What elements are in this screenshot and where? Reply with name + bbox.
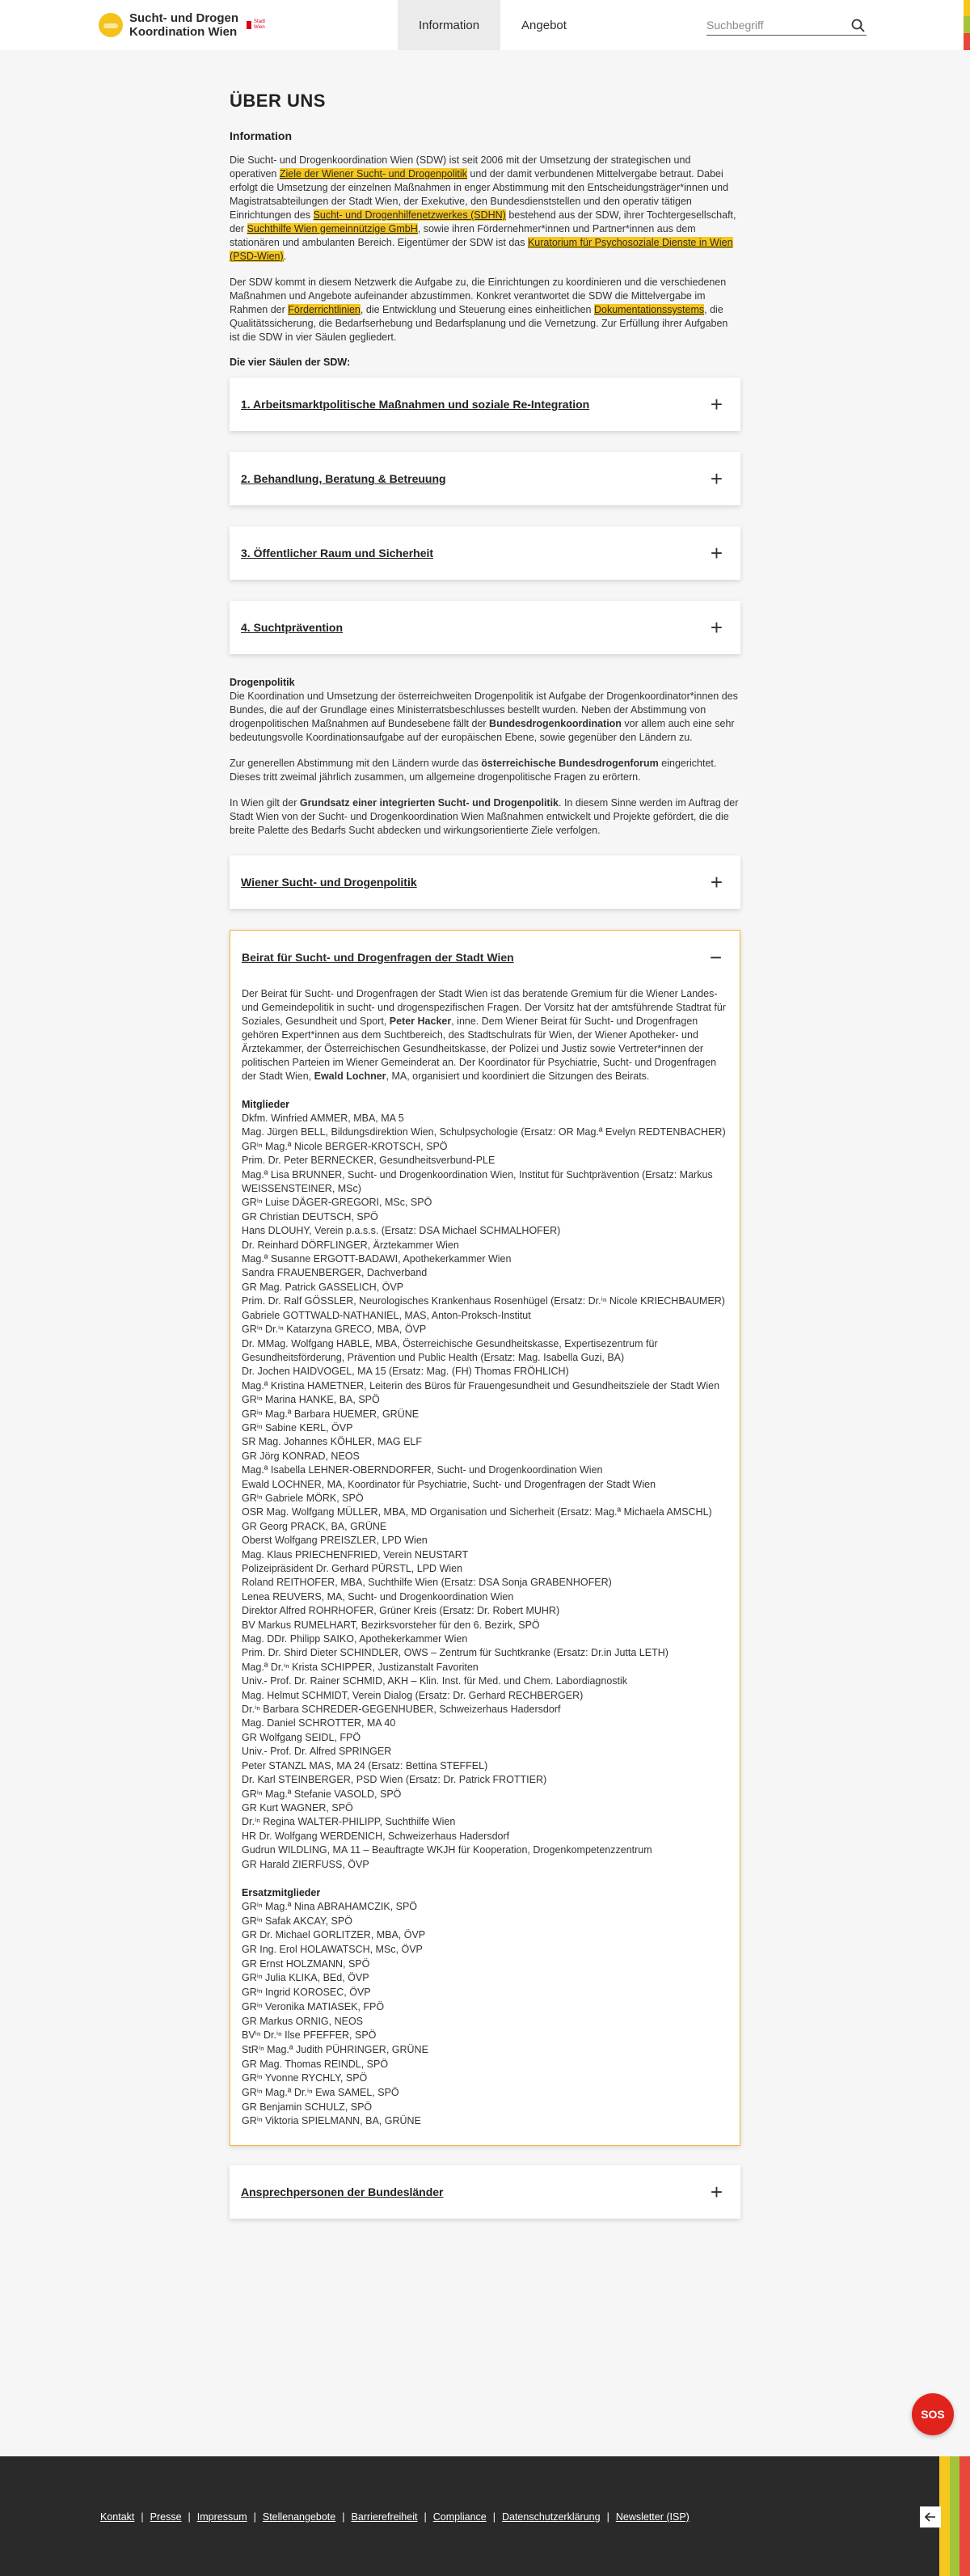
plus-icon: +: [710, 2180, 723, 2205]
member-item: SR Mag. Johannes KÖHLER, MAG ELF: [242, 1436, 423, 1448]
substitute-item: GRⁱⁿ Safak AKCAY, SPÖ: [242, 1915, 352, 1927]
link-dokumentationssystem[interactable]: Dokumentationssystems: [593, 304, 705, 315]
intro-paragraph-1: [230, 154, 740, 264]
substitute-item: GR Markus ORNIG, NEOS: [242, 2015, 364, 2027]
text: , inne. Dem Wiener Beirat für Sucht- und Drogenfragen gehören Expert*innen aus dem Suchtbereich, des Stadtschulrats für Wien, der Wiener Apotheker- und Ärztekammer, der Österreichischen Gesundheitskasse, der Polizei und Justiz sowie Vertreter*innen der politischen Parteien im Wiener Gemeinderat an. Der Koordinator für Psychiatrie, Sucht- und Drogenfragen der Stadt Wien,: [242, 1016, 717, 1082]
member-item: GRⁱⁿ Marina HANKE, BA, SPÖ: [242, 1394, 380, 1406]
footer-link[interactable]: Kontakt: [100, 2511, 135, 2523]
accordion-title: Ansprechpersonen der Bundesländer: [241, 2185, 444, 2199]
wien-line-1: Stadt: [254, 19, 266, 24]
footer-link[interactable]: Compliance: [432, 2511, 487, 2523]
member-item: GR Jörg KONRAD, NEOS: [242, 1450, 360, 1462]
member-item: Dr. Karl STEINBERGER, PSD Wien (Ersatz: Dr. Patrick FROTTIER): [242, 1774, 547, 1786]
member-item: Dr. MMag. Wolfgang HABLE, MBA, Österreichische Gesundheitskasse, Expertisezentrum für Gesundheitsförderung, Prävention und Public Health (Ersatz: Mag. Isabella Guzi, BA): [242, 1337, 658, 1363]
main-nav: [398, 0, 588, 50]
accordion-pillar-4[interactable]: [230, 601, 740, 654]
drogenpolitik-paragraph-2: [230, 757, 740, 784]
substitutes-title: Ersatzmitglieder: [242, 1886, 321, 1898]
footer-separator: |: [141, 2511, 144, 2523]
page-title: ÜBER UNS: [230, 91, 326, 111]
plus-icon: +: [710, 870, 723, 894]
member-item: Oberst Wolfgang PREISZLER, LPD Wien: [242, 1535, 428, 1547]
text: Die Sucht- und Drogenkoordination Wien (SDW) ist seit 2006 mit der Umsetzung der strategischen und operativen: [230, 154, 691, 179]
member-item: Mag.ª Lisa BRUNNER, Sucht- und Drogenkoordination Wien, Institut für Suchtprävention (Ersatz: Markus WEISSENSTEINER, MSc): [242, 1168, 713, 1195]
text: . In diesem Sinne werden im Auftrag der Stadt Wien von der Sucht- und Drogenkoordination Wien Maßnahmen entwickelt und Projekte gefördert, die die breite Palette des Bedarfs Sucht abdecken und wirkungsorientierte Ziele verfolgen.: [230, 797, 739, 836]
member-item: Peter STANZL MAS, MA 24 (Ersatz: Bettina STEFFEL): [242, 1759, 488, 1772]
member-item: Mag. Helmut SCHMIDT, Verein Dialog (Ersatz: Dr. Gerhard RECHBERGER): [242, 1689, 584, 1701]
member-item: GR Wolfgang SEIDL, FPÖ: [242, 1731, 361, 1743]
accordion-title: 4. Suchtprävention: [241, 621, 344, 634]
member-item: Direktor Alfred ROHRHOFER, Grüner Kreis (Ersatz: Dr. Robert MUHR): [242, 1605, 560, 1617]
beirat-intro: [242, 987, 727, 1083]
logo-sun-icon: [99, 13, 123, 37]
drogenpolitik-paragraph-1: [230, 690, 740, 745]
plus-icon: +: [710, 615, 723, 640]
member-item: GR Mag. Patrick GASSELICH, ÖVP: [242, 1281, 404, 1293]
substitute-item: GR Benjamin SCHULZ, SPÖ: [242, 2101, 373, 2113]
footer-separator: |: [606, 2511, 609, 2523]
member-item: Lenea REUVERS, MA, Sucht- und Drogenkoordination Wien: [242, 1590, 514, 1603]
text: Der Beirat für Sucht- und Drogenfragen der Stadt Wien ist das beratende Gremium für die Wiener Landes- und Gemeindepolitik in sucht- und drogenspezifischen Fragen. Der Vorsitz hat der amtsführende Stadtrat für Soziales, Gesundheit und Sport,: [242, 988, 726, 1027]
logo-text: [129, 11, 238, 39]
member-item: GRⁱⁿ Dr.ⁱⁿ Katarzyna GRECO, MBA, ÖVP: [242, 1324, 427, 1336]
logo-line-1: Sucht- und Drogen: [129, 11, 238, 25]
member-item: Mag. Daniel SCHROTTER, MA 40: [242, 1717, 396, 1729]
accordion-title: 2. Behandlung, Beratung & Betreuung: [241, 472, 446, 485]
text: .: [283, 251, 287, 262]
substitute-item: GRⁱⁿ Viktoria SPIELMANN, BA, GRÜNE: [242, 2115, 421, 2127]
member-item: Mag.ª Kristina HAMETNER, Leiterin des Büros für Frauengesundheit und Gesundheitsziele der Stadt Wien: [242, 1379, 720, 1391]
member-item: GRⁱⁿ Mag.ª Nicole BERGER-KROTSCH, SPÖ: [242, 1140, 448, 1152]
footer-separator: |: [492, 2511, 496, 2523]
footer-link[interactable]: Datenschutzerklärung: [501, 2511, 601, 2523]
member-item: GR Georg PRACK, BA, GRÜNE: [242, 1520, 387, 1532]
accordion-title: 3. Öffentlicher Raum und Sicherheit: [241, 547, 434, 560]
search-icon[interactable]: [851, 19, 865, 36]
member-item: Dr. Reinhard DÖRFLINGER, Ärztekammer Wien: [242, 1239, 459, 1251]
drogenpolitik-paragraph-3: [230, 796, 740, 838]
link-sdhn[interactable]: Sucht- und Drogenhilfenetzwerkes (SDHN): [313, 209, 506, 221]
member-item: Prim. Dr. Shird Dieter SCHINDLER, OWS – Zentrum für Suchtkranke (Ersatz: Dr.in Jutta LETH): [242, 1647, 668, 1659]
main-content: [230, 91, 740, 2240]
member-item: GRⁱⁿ Mag.ª Barbara HUEMER, GRÜNE: [242, 1408, 420, 1420]
back-to-top-button[interactable]: [920, 2506, 941, 2527]
footer-link[interactable]: Stellenangebote: [262, 2511, 336, 2523]
member-item: Hans DLOUHY, Verein p.a.s.s. (Ersatz: DSA Michael SCHMALHOFER): [242, 1225, 561, 1237]
member-item: Mag.ª Isabella LEHNER-OBERNDORFER, Sucht- und Drogenkoordination Wien: [242, 1464, 603, 1476]
member-item: GR Harald ZIERFUSS, ÖVP: [242, 1858, 369, 1870]
substitute-item: GR Mag. Thomas REINDL, SPÖ: [242, 2058, 389, 2070]
member-item: OSR Mag. Wolfgang MÜLLER, MBA, MD Organisation und Sicherheit (Ersatz: Mag.ª Michaela AMSCHL): [242, 1506, 712, 1518]
substitute-item: BVⁱⁿ Dr.ⁱⁿ Ilse PFEFFER, SPÖ: [242, 2029, 377, 2042]
text: , die Entwicklung und Steuerung eines einheitlichen: [360, 304, 594, 315]
accordion-title: Beirat für Sucht- und Drogenfragen der Stadt Wien: [242, 951, 514, 964]
member-item: Dr.ⁱⁿ Regina WALTER-PHILIPP, Suchthilfe Wien: [242, 1816, 456, 1828]
accordion-header[interactable]: [230, 931, 740, 984]
text: , die Qualitätssicherung, die Bedarfserhebung und Bedarfsplanung und die Vernetzung. Zur Erfüllung ihrer Aufgaben ist die SDW in vier Säulen gegliedert.: [230, 304, 728, 343]
member-item: Polizeipräsident Dr. Gerhard PÜRSTL, LPD Wien: [242, 1563, 463, 1574]
accordion-pillar-1[interactable]: [230, 378, 740, 431]
search-box: [706, 16, 867, 36]
footer-link[interactable]: Impressum: [196, 2511, 247, 2523]
pillars-title: Die vier Säulen der SDW:: [230, 357, 351, 368]
member-item: GRⁱⁿ Luise DÄGER-GREGORI, MSc, SPÖ: [242, 1197, 432, 1209]
member-item: Mag.ª Dr.ⁱⁿ Krista SCHIPPER, Justizanstalt Favoriten: [242, 1661, 479, 1673]
member-item: Univ.- Prof. Dr. Rainer SCHMID, AKH – Klin. Inst. für Med. und Chem. Labordiagnostik: [242, 1675, 628, 1687]
accordion-body: [230, 984, 740, 2145]
accordion-bundeslaender[interactable]: [230, 2165, 740, 2219]
substitute-item: GRⁱⁿ Yvonne RYCHLY, SPÖ: [242, 2072, 368, 2084]
member-item: Dr.ⁱⁿ Barbara SCHREDER-GEGENHUBER, Schweizerhaus Hadersdorf: [242, 1704, 561, 1716]
arrow-left-icon: [925, 2512, 936, 2522]
footer-link[interactable]: Newsletter (ISP): [615, 2511, 690, 2523]
site-footer: [0, 2456, 970, 2576]
footer-separator: |: [188, 2511, 191, 2523]
accordion-beirat: [230, 930, 740, 2146]
plus-icon: +: [710, 541, 723, 565]
member-item: Prim. Dr. Ralf GÖSSLER, Neurologisches Krankenhaus Rosenhügel (Ersatz: Dr.ⁱⁿ Nicole KRIECHBAUMER): [242, 1295, 725, 1307]
member-item: Roland REITHOFER, MBA, Suchthilfe Wien (Ersatz: DSA Sonja GRABENHOFER): [242, 1577, 612, 1589]
link-foerderrichtlinien[interactable]: Förderrichtlinien: [288, 304, 361, 315]
bold-text: Bundesdrogenkoordination: [489, 718, 622, 729]
member-item: Gudrun WILDLING, MA 11 – Beauftragte WKJH für Kooperation, Drogenkompetenzzentrum: [242, 1844, 652, 1856]
substitutes-list: [242, 1900, 727, 2129]
substitute-item: GRⁱⁿ Mag.ª Dr.ⁱⁿ Ewa SAMEL, SPÖ: [242, 2087, 399, 2099]
member-item: Ewald LOCHNER, MA, Koordinator für Psychiatrie, Sucht- und Drogenfragen der Stadt Wien: [242, 1478, 656, 1490]
footer-separator: |: [342, 2511, 345, 2523]
accordion-wiener-politik[interactable]: [230, 855, 740, 909]
text: vor allem auch eine sehr bedeutungsvolle Koordinationsaufgabe auf der europäischen Ebene, sowie gegenüber den Ländern zu.: [230, 718, 735, 743]
members-title: Mitglieder: [242, 1099, 290, 1110]
logo-line-2: Koordination Wien: [129, 25, 238, 39]
footer-separator: |: [253, 2511, 256, 2523]
text: Zur generellen Abstimmung mit den Ländern wurde das: [230, 758, 482, 769]
bold-text: Peter Hacker: [389, 1016, 452, 1027]
bold-text: Ewald Lochner: [314, 1071, 386, 1082]
sos-button[interactable]: SOS: [912, 2393, 954, 2435]
member-item: HR Dr. Wolfgang WERDENICH, Schweizerhaus Hadersdorf: [242, 1830, 510, 1842]
member-item: Mag. Jürgen BELL, Bildungsdirektion Wien, Schulpsychologie (Ersatz: OR Mag.ª Evelyn REDTENBACHER): [242, 1126, 726, 1138]
bold-text: österreichische Bundesdrogenforum: [481, 758, 659, 769]
site-logo[interactable]: [99, 11, 265, 39]
search-input[interactable]: [706, 16, 844, 34]
footer-links: [100, 2511, 690, 2523]
text: und der damit verbundenen Mittelvergabe betraut. Dabei erfolgt die Umsetzung der einzelnen Maßnahmen in enger Abstimmung mit den Entscheidungsträger*innen und Magistratsabteilungen der Stadt Wien, der Exekutive, den Bundesdienststellen und den operativ tätigen Einrichtungen des: [230, 168, 729, 221]
text: , MA, organisiert und koordiniert die Sitzungen des Beirats.: [386, 1071, 650, 1082]
footer-link[interactable]: Presse: [150, 2511, 182, 2523]
intro-paragraph-2: [230, 276, 740, 344]
member-item: GR Christian DEUTSCH, SPÖ: [242, 1210, 378, 1223]
footer-link[interactable]: Barrierefreiheit: [351, 2511, 418, 2523]
member-item: Dkfm. Winfried AMMER, MBA, MA 5: [242, 1113, 404, 1124]
accordion-pillar-2[interactable]: [230, 452, 740, 505]
member-item: GRⁱⁿ Mag.ª Stefanie VASOLD, SPÖ: [242, 1788, 402, 1800]
site-header: [0, 0, 964, 50]
member-item: Mag. Klaus PRIECHENFRIED, Verein NEUSTART: [242, 1548, 469, 1560]
nav-item-angebot[interactable]: Angebot: [521, 18, 567, 32]
member-item: Univ.- Prof. Dr. Alfred SPRINGER: [242, 1746, 392, 1758]
footer-separator: |: [424, 2511, 427, 2523]
accordion-pillar-3[interactable]: [230, 526, 740, 580]
brand-stripe: [964, 0, 970, 50]
substitute-item: GR Ernst HOLZMANN, SPÖ: [242, 1957, 370, 1970]
substitute-item: GRⁱⁿ Julia KLIKA, BEd, ÖVP: [242, 1972, 369, 1984]
members-list: [242, 1112, 727, 1872]
footer-stripes: [939, 2456, 970, 2576]
text: Der SDW kommt in diesem Netzwerk die Aufgabe zu, die Einrichtungen zu koordinieren und die verschiedenen Maßnahmen und Angebote aufeinander abzustimmen. Konkret verantwortet die SDW die Mittelvergabe im Rahmen der: [230, 277, 727, 315]
member-item: Mag. DDr. Philipp SAIKO, Apothekerkammer Wien: [242, 1633, 468, 1645]
substitute-item: StRⁱⁿ Mag.ª Judith PÜHRINGER, GRÜNE: [242, 2043, 428, 2055]
plus-icon: +: [710, 392, 723, 416]
nav-item-information[interactable]: Information: [398, 0, 500, 50]
text: bestehend aus der SDW, ihrer Tochtergesellschaft, der: [230, 209, 736, 234]
substitute-item: GRⁱⁿ Mag.ª Nina ABRAHAMCZIK, SPÖ: [242, 1900, 418, 1912]
member-item: Sandra FRAUENBERGER, Dachverband: [242, 1267, 428, 1279]
member-item: BV Markus RUMELHART, Bezirksvorsteher für den 6. Bezirk, SPÖ: [242, 1619, 540, 1631]
accordion-title: Wiener Sucht- und Drogenpolitik: [241, 876, 417, 889]
member-item: GR Kurt WAGNER, SPÖ: [242, 1801, 353, 1814]
text: In Wien gilt der: [230, 797, 300, 809]
drogenpolitik-title: Drogenpolitik: [230, 677, 295, 688]
member-item: Dr. Jochen HAIDVOGEL, MA 15 (Ersatz: Mag. (FH) Thomas FRÖHLICH): [242, 1366, 569, 1378]
accordion-title: 1. Arbeitsmarktpolitische Maßnahmen und soziale Re-Integration: [241, 398, 590, 411]
member-item: GRⁱⁿ Gabriele MÖRK, SPÖ: [242, 1492, 364, 1504]
substitute-item: GR Dr. Michael GORLITZER, MBA, ÖVP: [242, 1929, 426, 1941]
member-item: Mag.ª Susanne ERGOTT-BADAWI, Apothekerkammer Wien: [242, 1253, 512, 1265]
link-suchthilfe-wien[interactable]: Suchthilfe Wien gemeinnützige GmbH: [247, 223, 418, 234]
stadt-wien-logo: [247, 19, 265, 31]
section-title-information: Information: [230, 129, 292, 142]
link-psd-wien[interactable]: Kuratorium für Psychosoziale Dienste in Wien (PSD-Wien): [230, 237, 733, 262]
bold-text: Grundsatz einer integrierten Sucht- und Drogenpolitik: [299, 797, 559, 809]
text: Die Koordination und Umsetzung der österreichweiten Drogenpolitik ist Aufgabe der Drogenkoordinator*innen des Bundes, die auf der Grundlage eines Ministerratsbeschlusses bestellt wurden. Neben der Abstimmung von drogenpolitischen Maßnahmen auf Bundesebene fällt der: [230, 690, 738, 729]
plus-icon: +: [710, 467, 723, 491]
substitute-item: GRⁱⁿ Veronika MATIASEK, FPÖ: [242, 2000, 385, 2012]
substitute-item: GRⁱⁿ Ingrid KOROSEC, ÖVP: [242, 1987, 371, 1999]
text: eingerichtet. Dieses tritt zweimal jährlich zusammen, um allgemeine drogenpolitische Fragen zu erörtern.: [230, 758, 717, 783]
minus-icon: −: [709, 945, 722, 969]
member-item: GRⁱⁿ Sabine KERL, ÖVP: [242, 1421, 353, 1434]
wien-flag-icon: [247, 21, 251, 29]
link-ziele[interactable]: Ziele der Wiener Sucht- und Drogenpolitik: [279, 168, 467, 179]
substitute-item: GR Ing. Erol HOLAWATSCH, MSc, ÖVP: [242, 1944, 423, 1956]
member-item: Prim. Dr. Peter BERNECKER, Gesundheitsverbund-PLE: [242, 1155, 496, 1167]
wien-line-2: Wien: [254, 25, 265, 30]
text: , sowie ihren Fördernehmer*innen und Partner*innen aus dem stationären und ambulanten Bereich. Eigentümer der SDW ist das: [230, 223, 696, 248]
member-item: Gabriele GOTTWALD-NATHANIEL, MAS, Anton-Proksch-Institut: [242, 1309, 531, 1321]
